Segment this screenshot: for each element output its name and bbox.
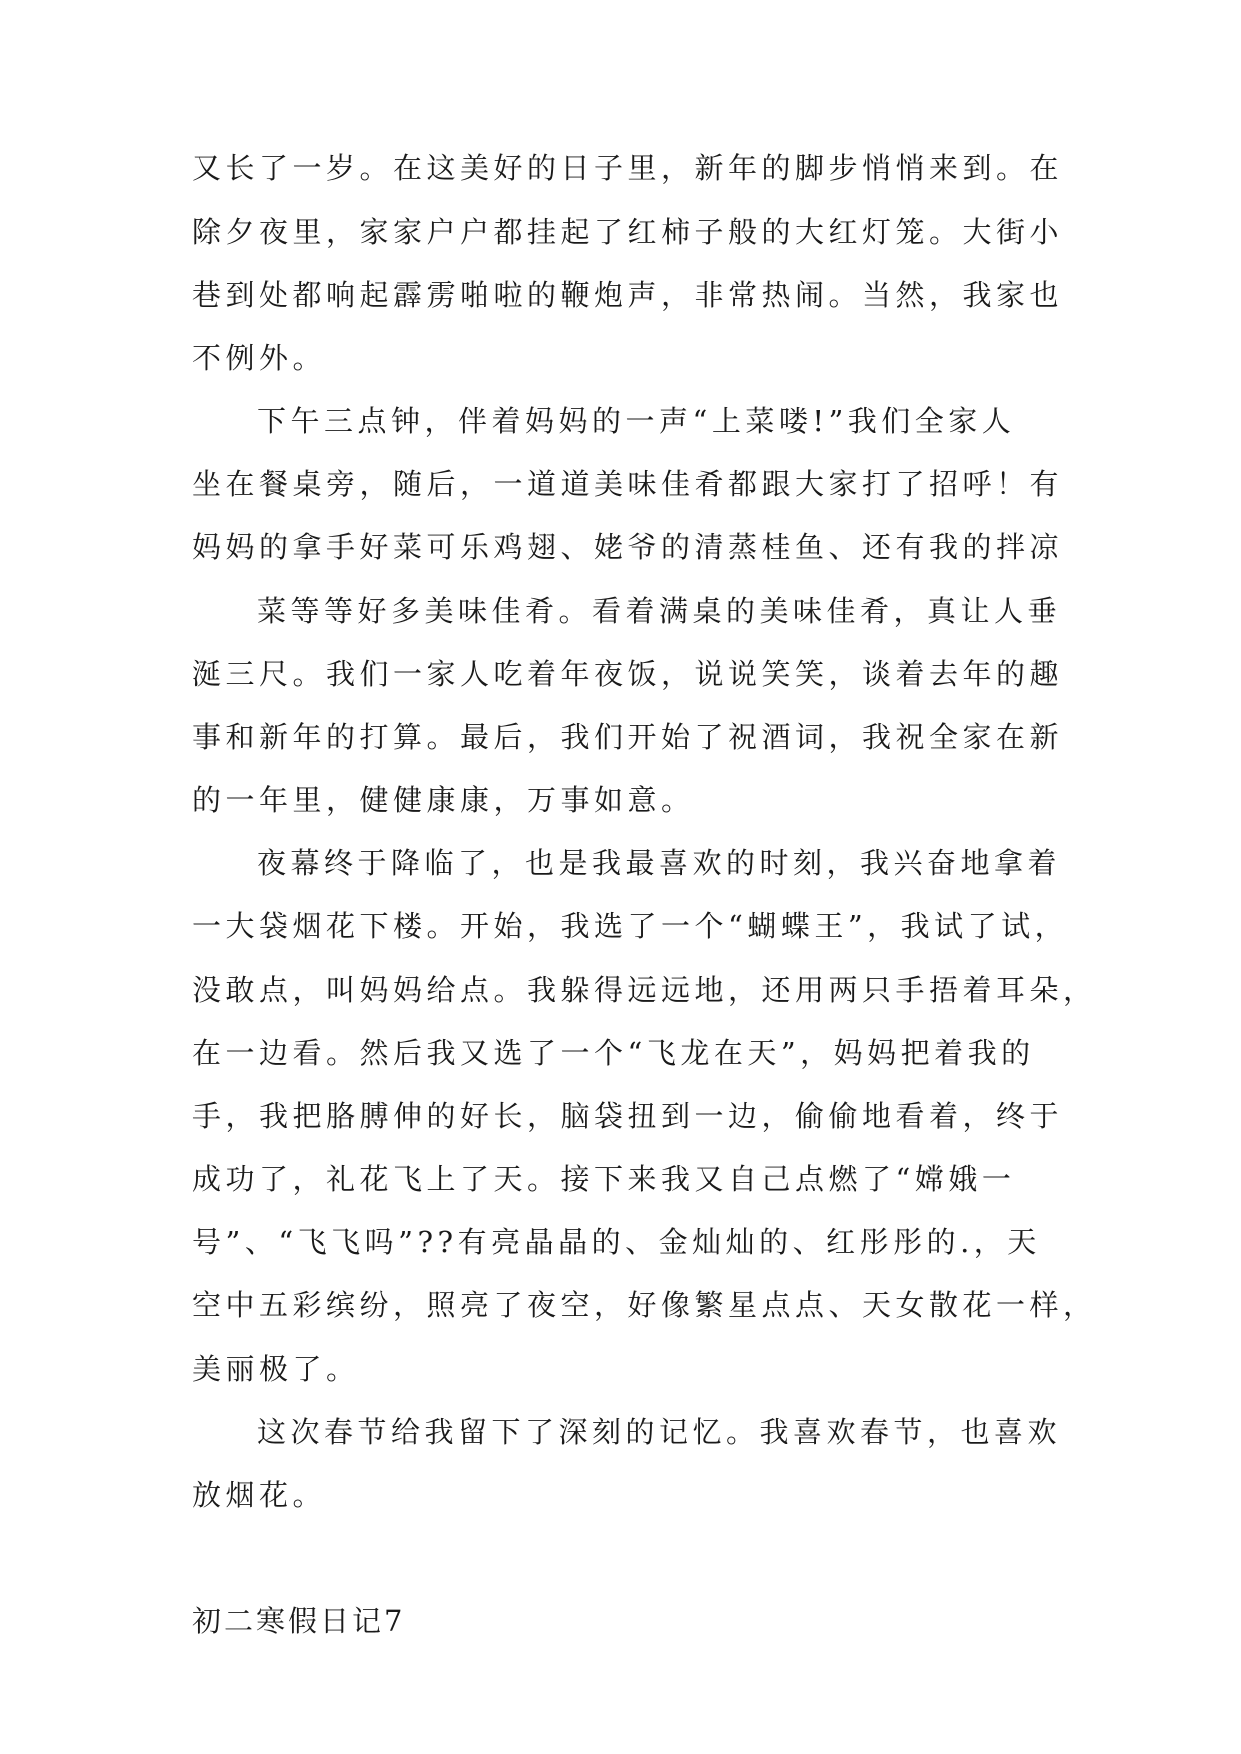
body-text-line: 巷到处都响起霹雳啪啦的鞭炮声，非常热闹。当然，我家也: [192, 278, 1064, 312]
body-text-line: 妈妈的拿手好菜可乐鸡翅、姥爷的清蒸桂鱼、还有我的拌凉: [192, 530, 1064, 564]
section-heading: 初二寒假日记7: [192, 1604, 406, 1638]
body-text-line: 在一边看。然后我又选了一个“飞龙在天”，妈妈把着我的: [192, 1036, 1035, 1070]
paragraph-first-line: 这次春节给我留下了深刻的记忆。我喜欢春节，也喜欢: [257, 1415, 1062, 1449]
body-text-line: 一大袋烟花下楼。开始，我选了一个“蝴蝶王”，我试了试，: [192, 909, 1069, 943]
body-text-line: 放烟花。: [192, 1478, 327, 1512]
body-text-line: 事和新年的打算。最后，我们开始了祝酒词，我祝全家在新: [192, 720, 1064, 754]
body-text-line: 美丽极了。: [192, 1352, 360, 1386]
body-text-line: 不例外。: [192, 341, 327, 375]
body-text-line: 的一年里，健健康康，万事如意。: [192, 783, 695, 817]
body-text-line: 又长了一岁。在这美好的日子里，新年的脚步悄悄来到。在: [192, 151, 1064, 185]
body-text-line: 成功了，礼花飞上了天。接下来我又自己点燃了“嫦娥一: [192, 1162, 1016, 1196]
body-text-line: 手，我把胳膊伸的好长，脑袋扭到一边，偷偷地看着，终于: [192, 1099, 1064, 1133]
body-text-line: 空中五彩缤纷，照亮了夜空，好像繁星点点、天女散花一样，: [192, 1288, 1097, 1322]
paragraph-first-line: 夜幕终于降临了，也是我最喜欢的时刻，我兴奋地拿着: [257, 846, 1062, 880]
body-text-line: 菜等等好多美味佳肴。看着满桌的美味佳肴，真让人垂: [257, 594, 1062, 628]
body-text-line: 没敢点，叫妈妈给点。我躲得远远地，还用两只手捂着耳朵，: [192, 973, 1097, 1007]
body-text-line: 坐在餐桌旁，随后，一道道美味佳肴都跟大家打了招呼！有: [192, 467, 1064, 501]
body-text-line: 号”、“飞飞吗”??有亮晶晶的、金灿灿的、红彤彤的.，天: [192, 1225, 1041, 1259]
body-text-line: 涎三尺。我们一家人吃着年夜饭，说说笑笑，谈着去年的趣: [192, 657, 1064, 691]
body-text-line: 除夕夜里，家家户户都挂起了红柿子般的大红灯笼。大街小: [192, 215, 1064, 249]
paragraph-first-line: 下午三点钟，伴着妈妈的一声“上菜喽!”我们全家人: [257, 404, 1016, 438]
